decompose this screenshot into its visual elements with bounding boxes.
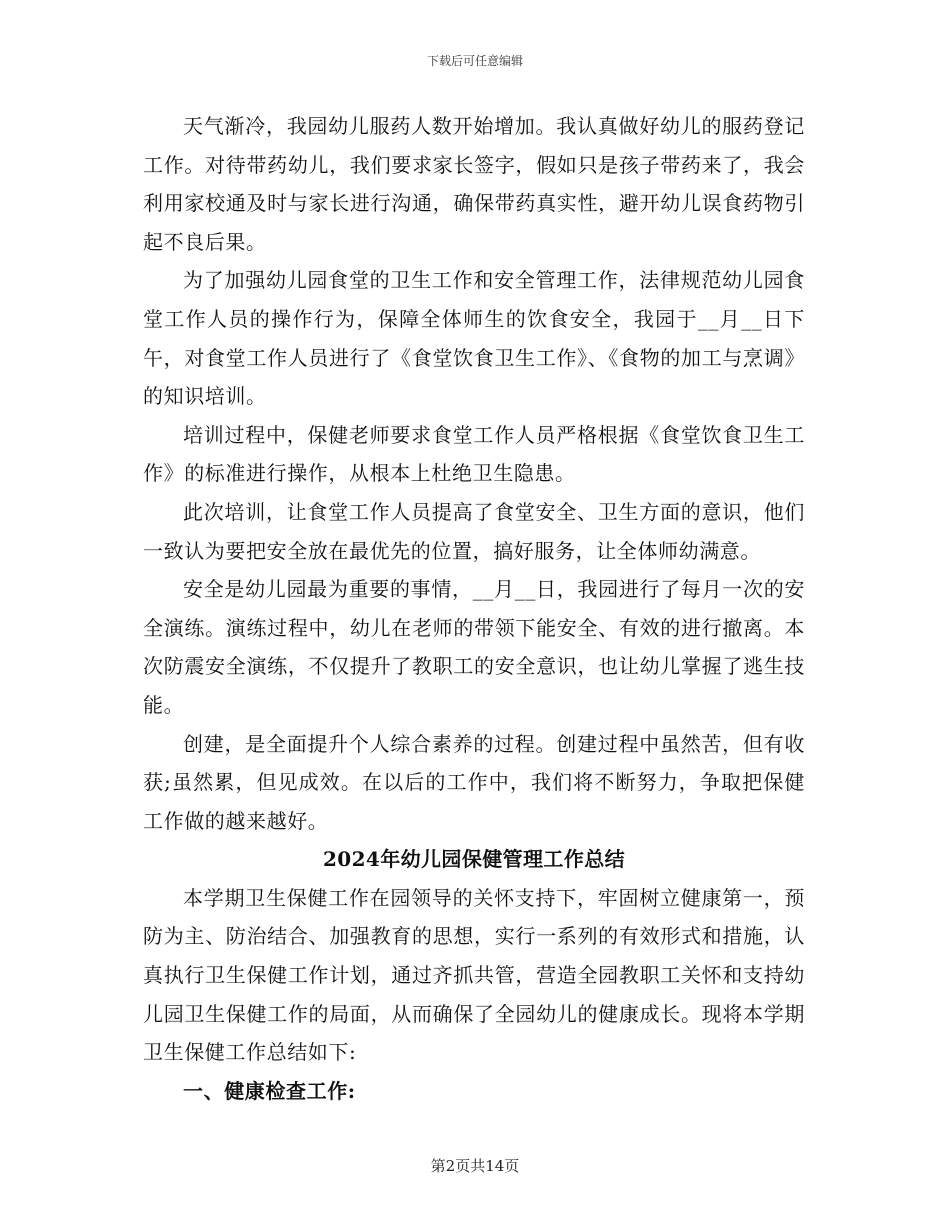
paragraph-medication-registration: 天气渐冷，我园幼儿服药人数开始增加。我认真做好幼儿的服药登记工作。对待带药幼儿，我们要求家长签字，假如只是孩子带药来了，我会利用家校通及时与家长进行沟通，确保带药真实性，避开幼儿误食药物引起不良后果。	[143, 114, 805, 254]
page-number: 第2页共14页	[430, 1157, 520, 1175]
document-body	[143, 107, 805, 1110]
paragraph-canteen-training: 为了加强幼儿园食堂的卫生工作和安全管理工作，法律规范幼儿园食堂工作人员的操作行为，保障全体师生的饮食安全，我园于__月__日下午，对食堂工作人员进行了《食堂饮食卫生工作》、《食物的加工与烹调》的知识培训。	[143, 268, 805, 409]
paragraph-conclusion: 创建，是全面提升个人综合素养的过程。创建过程中虽然苦，但有收获;虽然累，但见成效。在以后的工作中，我们将不断努力，争取把保健工作做的越来越好。	[143, 731, 805, 833]
section-title: 2024年幼儿园保健管理工作总结	[322, 847, 626, 872]
heading-health-check: 一、健康检查工作:	[183, 1078, 356, 1103]
paragraph-training-process: 培训过程中，保健老师要求食堂工作人员严格根据《食堂饮食卫生工作》的标准进行操作，从根本上杜绝卫生隐患。	[143, 422, 805, 486]
paragraph-training-result: 此次培训，让食堂工作人员提高了食堂安全、卫生方面的意识，他们一致认为要把安全放在最优先的位置，搞好服务，让全体师幼满意。	[143, 499, 805, 563]
paragraph-section-intro: 本学期卫生保健工作在园领导的关怀支持下，牢固树立健康第一，预防为主、防治结合、加强教育的思想，实行一系列的有效形式和措施，认真执行卫生保健工作计划，通过齐抓共管，营造全园教职工关怀和支持幼儿园卫生保健工作的局面，从而确保了全园幼儿的健康成长。现将本学期卫生保健工作总结如下:	[143, 885, 805, 1065]
page-header: 下载后可任意编辑	[426, 54, 523, 68]
paragraph-safety-drill: 安全是幼儿园最为重要的事情，__月__日，我园进行了每月一次的安全演练。演练过程中，幼儿在老师的带领下能安全、有效的进行撤离。本次防震安全演练，不仅提升了教职工的安全意识，也让幼儿掌握了逃生技能。	[143, 577, 805, 717]
